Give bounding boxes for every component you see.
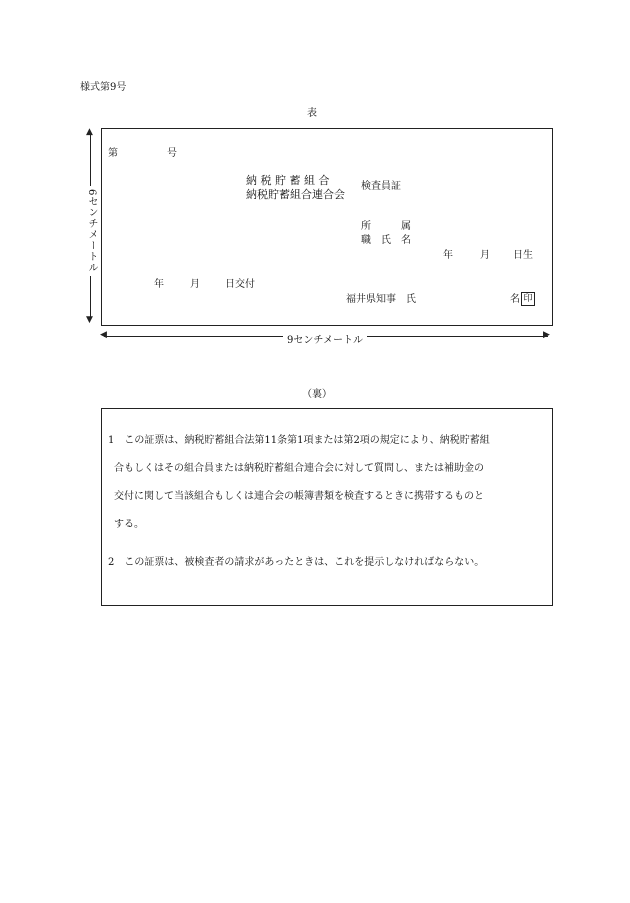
seal-box: 印 <box>521 292 535 306</box>
number-label: 第 <box>108 148 118 159</box>
back-para1-line4: する。 <box>114 519 144 530</box>
issue-year-label: 年 <box>154 279 164 290</box>
back-heading: （裏） <box>302 389 332 400</box>
cert-title: 検査員証 <box>361 181 401 192</box>
height-label: 6センチメートル <box>84 186 99 276</box>
org-line-2: 納税貯蓄組合連合会 <box>246 188 345 201</box>
arrow-left-icon: ◀ <box>100 330 107 340</box>
width-label: 9センチメートル <box>283 331 367 346</box>
back-para1-line1: 1 この証票は、納税貯蓄組合法第11条第1項または第2項の規定により、納税貯蓄組 <box>108 435 490 446</box>
issue-day-label: 日交付 <box>225 279 255 290</box>
birth-day-label: 日生 <box>513 250 533 261</box>
number-suffix: 号 <box>167 148 177 159</box>
form-number: 様式第9号 <box>80 82 127 93</box>
issue-month-label: 月 <box>190 279 200 290</box>
back-para2: 2 この証票は、被検査者の請求があったときは、これを提示しなければならない。 <box>108 557 485 568</box>
issuer-label: 福井県知事 氏 <box>346 294 416 305</box>
arrow-up-icon: ▲ <box>86 127 93 137</box>
front-heading: 表 <box>307 108 317 119</box>
name-label: 職 氏 名 <box>361 235 411 246</box>
affiliation-label: 所 属 <box>361 221 411 232</box>
birth-month-label: 月 <box>480 250 490 261</box>
birth-year-label: 年 <box>443 250 453 261</box>
arrow-right-icon: ▶ <box>543 330 550 340</box>
issuer-name-suffix: 名 <box>510 294 520 305</box>
back-para1-line3: 交付に関して当該組合もしくは連合会の帳簿書類を検査するときに携帯するものと <box>114 491 484 502</box>
back-para1-line2: 合もしくはその組合員または納税貯蓄組合連合会に対して質問し、または補助金の <box>114 463 484 474</box>
org-line-1: 納 税 貯 蓄 組 合 <box>246 174 330 187</box>
arrow-down-icon: ▼ <box>86 315 93 325</box>
